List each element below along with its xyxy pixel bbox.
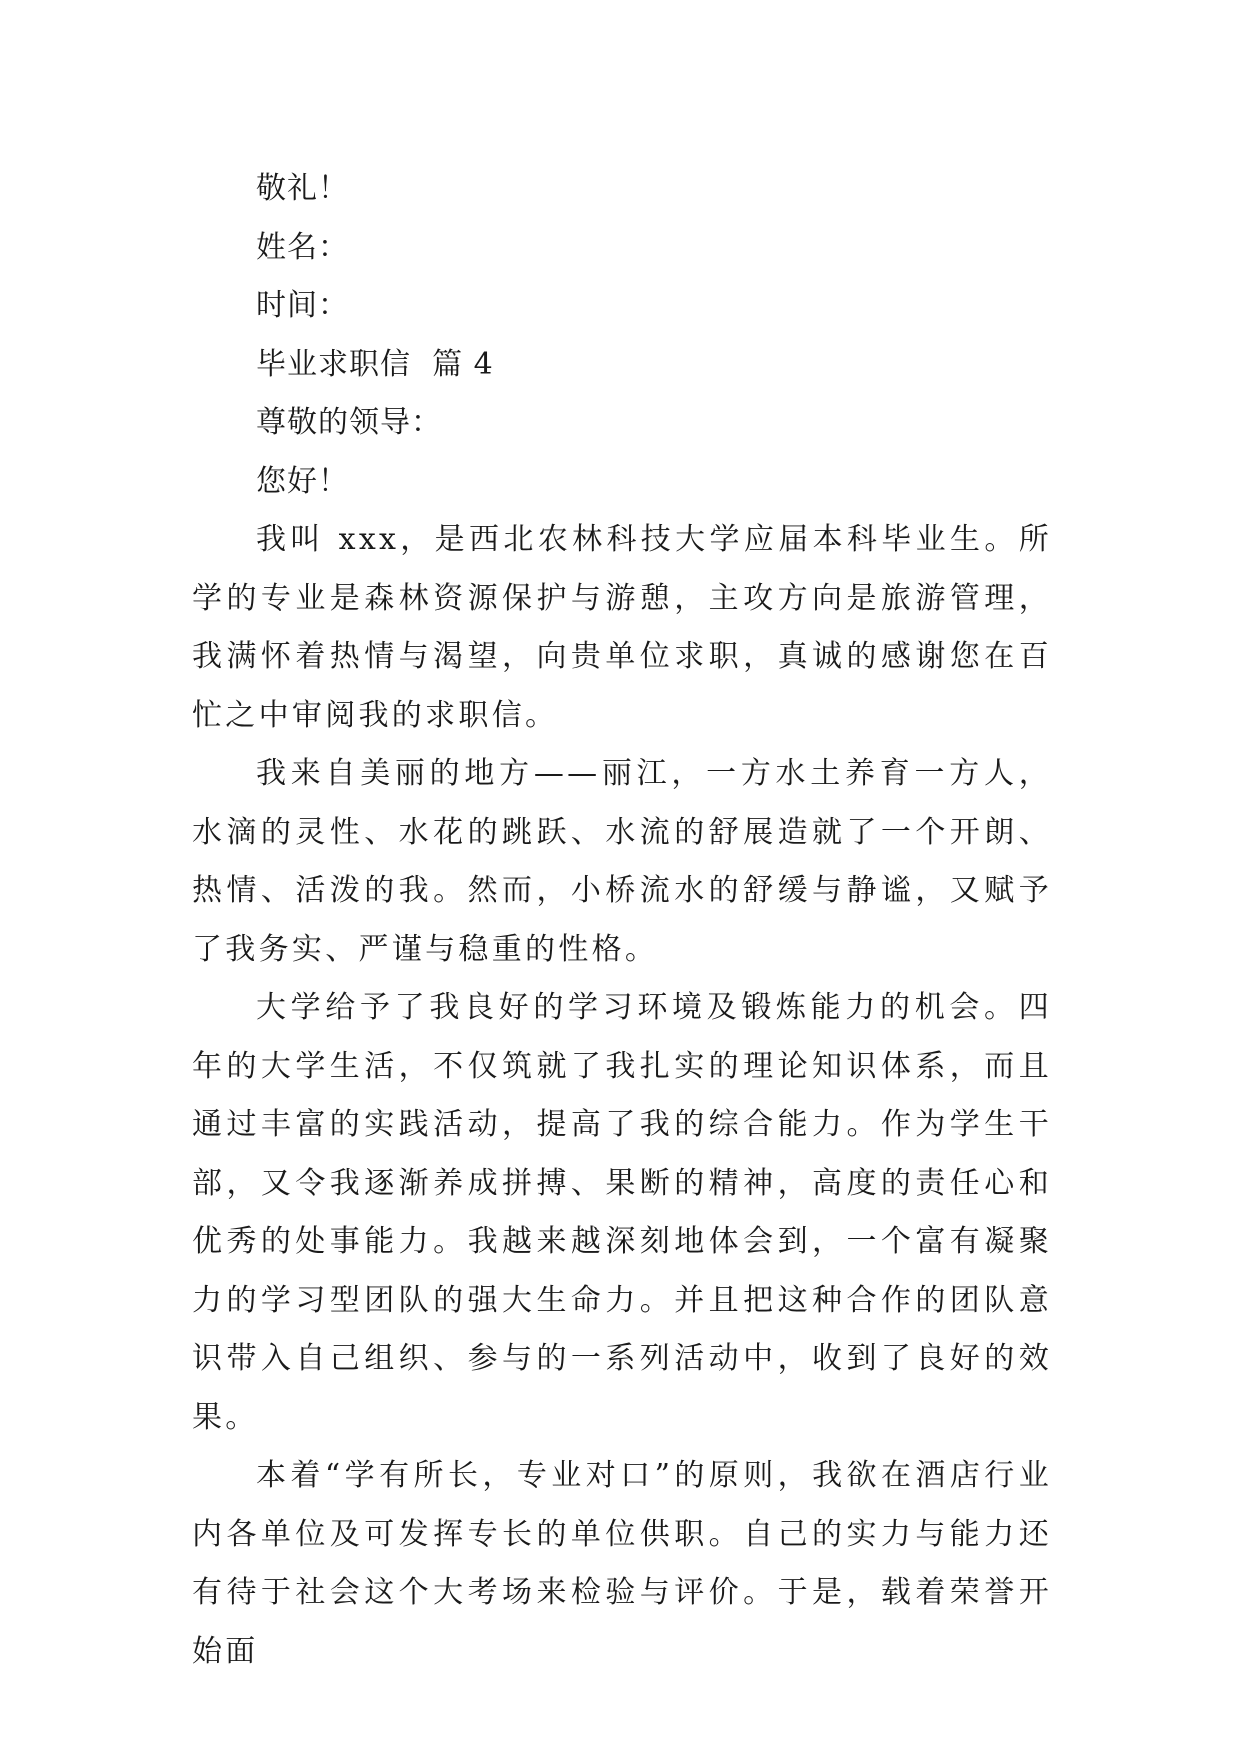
salutation-line: 尊敬的领导： bbox=[256, 405, 442, 440]
paragraph-university: 大学给予了我良好的学习环境及锻炼能力的机会。四年的大学生活，不仅筑就了我扎实的理论知识体系，而且通过丰富的实践活动，提高了我的综合能力。作为学生干部，又令我逐渐养成拼搏、果断的精神，高度的责任心和优秀的处事能力。我越来越深刻地体会到，一个富有凝聚力的学习型团队的强大生命力。并且把这种合作的团队意识带入自己组织、参与的一系列活动中，收到了良好的效果。 bbox=[192, 990, 1052, 1435]
paragraph-career-goal: 本着“学有所长，专业对口”的原则，我欲在酒店行业内各单位及可发挥专长的单位供职。自己的实力与能力还有待于社会这个大考场来检验与评价。于是，载着荣誉开始面 bbox=[192, 1458, 1052, 1669]
closing-line: 敬礼！ bbox=[256, 171, 349, 206]
name-field-label: 姓名： bbox=[256, 229, 349, 265]
paragraph-hometown: 我来自美丽的地方——丽江，一方水土养育一方人，水滴的灵性、水花的跳跃、水流的舒展造就了一个开朗、热情、活泼的我。然而，小桥流水的舒缓与静谧，又赋予了我务实、严谨与稳重的性格。 bbox=[192, 756, 1052, 967]
document-page bbox=[192, 160, 1052, 1681]
greeting-line: 您好！ bbox=[256, 463, 349, 499]
paragraph-introduction: 我叫 xxx，是西北农林科技大学应届本科毕业生。所学的专业是森林资源保护与游憩，主攻方向是旅游管理，我满怀着热情与渴望，向贵单位求职，真诚的感谢您在百忙之中审阅我的求职信。 bbox=[192, 522, 1052, 733]
section-title: 毕业求职信 篇 4 bbox=[256, 346, 494, 382]
time-field-label: 时间： bbox=[256, 288, 349, 323]
